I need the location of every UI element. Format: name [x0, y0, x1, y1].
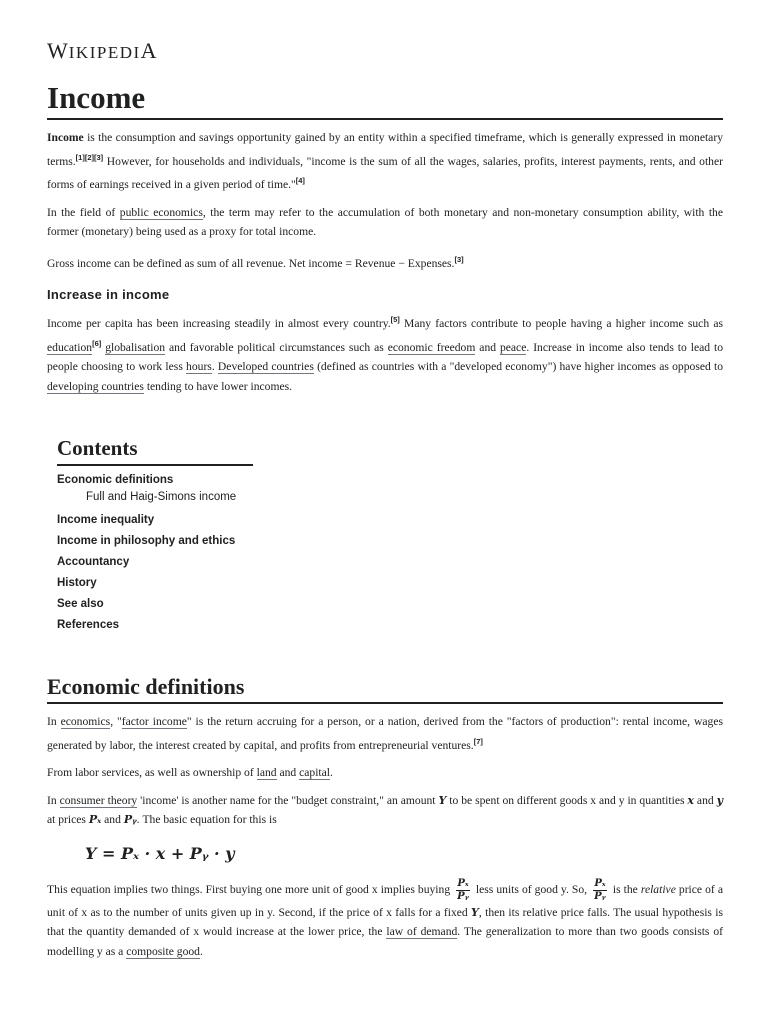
link-economics[interactable]: economics: [60, 715, 111, 728]
reference-5[interactable]: [5]: [390, 315, 400, 324]
reference-1-2-3[interactable]: [1][2][3]: [75, 152, 104, 162]
toc-subitem-haig-simons[interactable]: Full and Haig-Simons income: [86, 491, 237, 503]
toc-item-accountancy[interactable]: Accountancy: [57, 556, 130, 568]
intro-paragraph-1: Income is the consumption and savings opportunity gained by an entity within a specified timeframe, which is generally expressed in monetary terms.[1][2][3] However, for households and individuals, "income is the sum of all the wages, salaries, profits, interest payments, rents, and other forms of earnings received in a given period of time."[4]: [47, 131, 723, 191]
link-capital[interactable]: capital: [299, 766, 331, 779]
reference-4[interactable]: [4]: [295, 176, 305, 185]
toc-heading: Contents: [57, 436, 253, 466]
econ-paragraph-4: This equation implies two things. First buying one more unit of good x implies buying $\frac{\text{Pₓ}}{\text{Pᵧ}}$ less units of good y. So, $\frac{\text{Pₓ}}{\text{Pᵧ}}$ is the relative price of a unit of x as to the number of units given up in y. Second, if the price of x falls for a fixed Y, then its relative price falls. The usual hypothesis is that the quantity demanded of x would increase at the lower price, the law of demand. The generalization to more than two goods consists of modelling y as a composite good.: [47, 877, 723, 958]
link-developed-countries[interactable]: Developed countries: [217, 360, 314, 373]
budget-equation: Y = Pₓ · x + Pᵧ · y: [85, 843, 235, 863]
link-hours[interactable]: hours: [186, 360, 212, 373]
logo-middle-letters: IKIPEDI: [68, 43, 141, 62]
emphasis-relative: relative: [640, 882, 676, 896]
link-developing-countries[interactable]: developing countries: [47, 379, 144, 393]
logo-first-letter: W: [47, 38, 69, 63]
toc-item-history[interactable]: History: [57, 577, 97, 589]
article: [47, 38, 723, 961]
heading-economic-definitions: Economic definitions: [47, 674, 723, 704]
heading-increase-in-income: Increase in income: [47, 287, 170, 302]
toc-item-economic-definitions[interactable]: Economic definitions: [57, 474, 174, 486]
link-factor-income[interactable]: factor income: [121, 715, 187, 728]
toc-item-references[interactable]: References: [57, 619, 120, 631]
page-title: Income: [47, 80, 723, 120]
reference-3[interactable]: [3]: [454, 254, 464, 264]
math-Y-2: Y: [471, 905, 479, 919]
math-y: y: [716, 793, 724, 807]
link-globalisation[interactable]: globalisation: [105, 340, 166, 354]
link-land[interactable]: land: [256, 766, 277, 779]
toc-item-income-inequality[interactable]: Income inequality: [57, 514, 155, 526]
fraction-px-py-1: $\frac{\text{Pₓ}}{\text{Pᵧ}}$: [457, 877, 469, 902]
link-composite-good[interactable]: composite good: [126, 944, 200, 958]
math-Px: Pₓ: [88, 813, 102, 826]
math-Py: Pᵧ: [123, 813, 137, 826]
increase-paragraph: Income per capita has been increasing steadily in almost every country.[5] Many factors contribute to people having a higher income such as education[6] globalisation and favorable political circumstances such as economic freedom and peace. Increase in income also tends to lead to people choosing to work less hours. Developed countries (defined as countries with a "developed economy") have higher incomes as opposed to developing countries tending to have lower incomes.: [47, 315, 724, 393]
link-education[interactable]: education: [47, 340, 93, 354]
math-x: x: [687, 793, 694, 807]
link-law-of-demand[interactable]: law of demand: [386, 925, 458, 938]
link-peace[interactable]: peace: [499, 340, 527, 354]
link-economic-freedom[interactable]: economic freedom: [387, 340, 476, 354]
intro-paragraph-3: Gross income can be defined as sum of all revenue. Net income = Revenue − Expenses.[3]: [47, 254, 464, 270]
toc-item-philosophy-ethics[interactable]: Income in philosophy and ethics: [57, 535, 236, 547]
math-Y: Y: [438, 793, 447, 807]
link-public-economics[interactable]: public economics: [119, 205, 203, 219]
econ-paragraph-1: In economics, "factor income" is the return accruing for a person, or a nation, derived from the "factors of production": rental income, wages generated by labor, the interest created by capital, and profits from entrepreneurial ventures.[7]: [47, 715, 723, 752]
reference-6[interactable]: [6]: [92, 338, 102, 348]
toc-item-see-also[interactable]: See also: [57, 598, 104, 610]
fraction-px-py-2: $\frac{\text{Pₓ}}{\text{Pᵧ}}$: [594, 877, 606, 902]
reference-7[interactable]: [7]: [473, 736, 483, 746]
logo-last-letter: A: [140, 38, 158, 63]
wikipedia-logo[interactable]: [47, 38, 723, 68]
intro-paragraph-2: In the field of public economics, the term may refer to the accumulation of both monetary and non-monetary consumption ability, with the former (monetary) being used as a proxy for total income.: [47, 205, 724, 238]
table-of-contents: [57, 436, 253, 636]
link-consumer-theory[interactable]: consumer theory: [59, 793, 138, 807]
econ-paragraph-3: In consumer theory 'income' is another name for the "budget constraint," an amount Y to be spent on different goods x and y in quantities x and y at prices Pₓ and Pᵧ. The basic equation for this is: [47, 793, 724, 826]
term-bold: Income: [47, 131, 84, 144]
econ-paragraph-2: From labor services, as well as ownership of land and capital.: [47, 766, 333, 779]
